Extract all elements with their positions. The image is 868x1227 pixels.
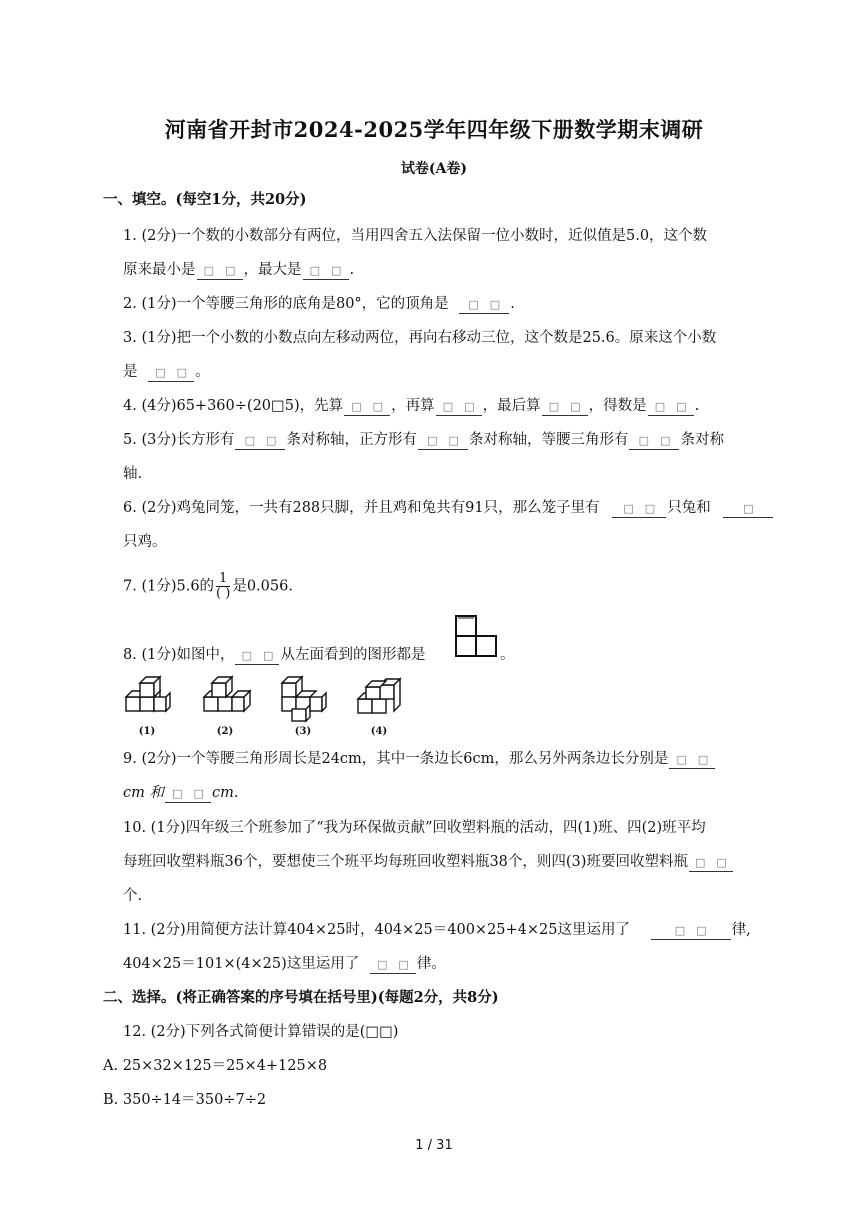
figure-label: (3) bbox=[294, 726, 312, 737]
question-1-line-1: 1. (2分)一个数的小数部分有两位，当用四舍五入法保留一位小数时，近似值是5.0，这个数 bbox=[123, 228, 708, 244]
cube-figure-2 bbox=[200, 675, 260, 737]
answer-blank[interactable]: □ □ bbox=[629, 433, 679, 450]
question-4-text-d: ，得数是 bbox=[588, 398, 647, 414]
answer-blank[interactable]: □ □ bbox=[648, 399, 694, 416]
answer-blank[interactable]: □ □ bbox=[612, 501, 666, 518]
question-1-text-c: . bbox=[349, 262, 355, 278]
answer-blank[interactable]: □ □ bbox=[235, 433, 285, 450]
answer-blank[interactable]: □ □ bbox=[418, 433, 468, 450]
question-5-text-a: 5. (3分)长方形有 bbox=[123, 432, 235, 448]
answer-blank[interactable]: □ □ bbox=[370, 957, 416, 974]
question-7 bbox=[123, 572, 293, 601]
question-9-line-1 bbox=[123, 749, 716, 769]
question-2 bbox=[123, 294, 515, 314]
question-7-text-b: 是0.056. bbox=[232, 578, 293, 595]
question-11-text-a: 11. (2分)用简便方法计算404×25时，404×25＝400×25+4×25这里运用了 bbox=[123, 922, 631, 938]
question-4-text-b: ，再算 bbox=[391, 398, 435, 414]
answer-blank[interactable]: □ □ bbox=[669, 752, 715, 769]
question-9-text-c: cm. bbox=[211, 785, 239, 801]
fraction-denominator-blank[interactable]: ( ) bbox=[216, 586, 231, 601]
answer-blank[interactable]: □ □ bbox=[303, 263, 349, 280]
answer-blank[interactable]: □ □ bbox=[459, 297, 509, 314]
cube-stack-icon bbox=[200, 675, 255, 723]
question-7-text-a: 7. (1分)5.6的 bbox=[123, 578, 215, 595]
question-12: 12. (2分)下列各式简便计算错误的是(□□) bbox=[123, 1024, 399, 1040]
question-3-line-1: 3. (1分)把一个小数的小数点向左移动两位，再向右移动三位，这个数是25.6。原来这个小数 bbox=[123, 330, 717, 346]
question-4 bbox=[123, 396, 699, 416]
question-11-line-1 bbox=[123, 920, 751, 940]
question-11-text-b: 404×25＝101×(4×25)这里运用了 bbox=[123, 956, 360, 972]
question-4-text-a: 4. (4分)65+360÷(20□5)，先算 bbox=[123, 398, 344, 414]
question-10-line-1: 10. (1分)四年级三个班参加了“我为环保做贡献”回收塑料瓶的活动，四(1)班、四(2)班平均 bbox=[123, 820, 706, 836]
cube-figure-4 bbox=[354, 675, 414, 737]
question-8-end: 。 bbox=[500, 647, 515, 663]
question-11-text-a2: 律, bbox=[731, 922, 751, 938]
question-3-text: 是 bbox=[123, 364, 138, 380]
question-5-line-1 bbox=[123, 430, 724, 450]
figure-label: (2) bbox=[216, 726, 234, 737]
cube-figures bbox=[122, 675, 407, 737]
question-2-text: 2. (1分)一个等腰三角形的底角是80°，它的顶角是 bbox=[123, 296, 449, 312]
answer-blank[interactable]: □ □ bbox=[651, 923, 731, 940]
question-9-line-2 bbox=[123, 783, 238, 803]
question-10-line-2 bbox=[123, 852, 734, 872]
answer-blank[interactable]: □ □ bbox=[165, 786, 211, 803]
question-8-text-a: 8. (1分)如图中， bbox=[123, 647, 235, 663]
question-6-text-a: 6. (2分)鸡兔同笼，一共有288只脚，并且鸡和兔共有91只，那么笼子里有 bbox=[123, 500, 600, 516]
answer-blank[interactable]: □ □ bbox=[436, 399, 482, 416]
question-3-end: 。 bbox=[195, 364, 210, 380]
section-heading-fill-in: 一、填空。(每空1分，共20分) bbox=[103, 191, 307, 208]
question-6-line-2: 只鸡。 bbox=[123, 534, 167, 550]
question-5-text-b: 条对称轴，正方形有 bbox=[286, 432, 417, 448]
answer-blank[interactable]: □ □ bbox=[344, 399, 390, 416]
question-1-text-b: ，最大是 bbox=[243, 262, 302, 278]
option-b[interactable]: B. 350÷14＝350÷7÷2 bbox=[103, 1092, 267, 1108]
question-5-text-c: 条对称轴，等腰三角形有 bbox=[468, 432, 629, 448]
question-6-line-1 bbox=[123, 498, 774, 518]
fraction bbox=[216, 572, 230, 601]
question-1-line-2 bbox=[123, 260, 354, 280]
cube-figure-1 bbox=[122, 675, 182, 737]
answer-blank[interactable]: □ □ bbox=[542, 399, 588, 416]
page-number: 1 / 31 bbox=[415, 1138, 453, 1153]
figure-label: (1) bbox=[138, 726, 156, 737]
question-9-text-b: cm 和 bbox=[123, 785, 164, 801]
answer-blank[interactable]: □ bbox=[723, 501, 773, 518]
option-a[interactable]: A. 25×32×125＝25×4+125×8 bbox=[103, 1058, 328, 1074]
question-1-text-a: 原来最小是 bbox=[123, 262, 196, 278]
question-8 bbox=[123, 645, 425, 665]
page-subtitle: 试卷(A卷) bbox=[400, 161, 468, 177]
cube-stack-icon bbox=[354, 675, 409, 723]
cube-figure-3 bbox=[278, 675, 338, 737]
answer-blank[interactable]: □ □ bbox=[148, 365, 194, 382]
page-title: 河南省开封市2024-2025学年四年级下册数学期末调研 bbox=[164, 117, 704, 142]
question-8-text-b: 从左面看到的图形都是 bbox=[280, 647, 426, 663]
fraction-numerator: 1 bbox=[216, 572, 230, 587]
question-2-end: . bbox=[510, 296, 515, 312]
cube-stack-icon bbox=[278, 675, 333, 725]
question-3-line-2 bbox=[123, 362, 210, 382]
question-11-line-2 bbox=[123, 954, 446, 974]
question-11-text-b2: 律。 bbox=[416, 956, 446, 972]
question-5-line-2: 轴. bbox=[123, 466, 143, 482]
question-6-text-b: 只兔和 bbox=[667, 500, 711, 516]
answer-blank[interactable]: □ □ bbox=[689, 855, 733, 872]
question-4-text-c: ，最后算 bbox=[482, 398, 541, 414]
left-view-shape-figure bbox=[454, 614, 500, 660]
figure-label: (4) bbox=[370, 726, 388, 737]
question-4-text-e: . bbox=[694, 398, 700, 414]
answer-blank[interactable]: □ □ bbox=[197, 263, 243, 280]
question-5-text-d: 条对称 bbox=[680, 432, 724, 448]
cube-stack-icon bbox=[122, 675, 177, 723]
answer-blank[interactable]: □ □ bbox=[235, 648, 279, 665]
section-heading-choice: 二、选择。(将正确答案的序号填在括号里)(每题2分，共8分) bbox=[103, 989, 499, 1006]
question-10-text-b: 每班回收塑料瓶36个，要想使三个班平均每班回收塑料瓶38个，则四(3)班要回收塑料瓶 bbox=[123, 854, 688, 870]
question-9-text-a: 9. (2分)一个等腰三角形周长是24cm，其中一条边长6cm，那么另外两条边长分别是 bbox=[123, 751, 669, 767]
question-10-line-3: 个. bbox=[123, 888, 143, 904]
